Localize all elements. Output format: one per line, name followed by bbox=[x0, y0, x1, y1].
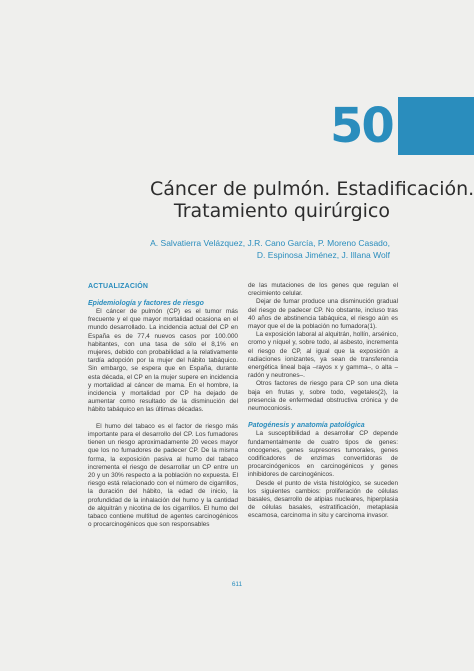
author-line-2: D. Espinosa Jiménez, J. Illana Wolf bbox=[256, 250, 390, 260]
chapter-accent-bar bbox=[398, 97, 474, 155]
page-number: 611 bbox=[231, 581, 243, 588]
paragraph: Otros factores de riesgo para CP son una dieta baja en frutas y, sobre todo, vegetales(2), la presencia de enfermedad obstructiva crónica y de neumoconiosis. bbox=[248, 380, 398, 413]
paragraph: Dejar de fumar produce una disminución gradual del riesgo de padecer CP. No obstante, incluso tras 40 años de abstinencia tabáquica, el riesgo aún es mayor que el de la población no fumadora(1). bbox=[248, 298, 398, 331]
author-line-1: A. Salvatierra Velázquez, J.R. Cano García, P. Moreno Casado, bbox=[150, 238, 390, 248]
chapter-title-line-1: Cáncer de pulmón. Estadificación. bbox=[150, 178, 474, 200]
chapter-number: 50 bbox=[330, 98, 393, 154]
paragraph: El cáncer de pulmón (CP) es el tumor más frecuente y el que mayor mortalidad ocasiona en el mundo desarrollado. La incidencia actual del CP en España es de 77,4 nuevos casos por 100.000 habitantes, con una tasa de sólo el 8,1% en mujeres, debido con probabilidad a la relativamente tardía adopción por la mujer del hábito tabáquico. Sin embargo, se espera que en España, durante esta década, el CP en la mujer supere en incidencia y mortalidad al cáncer de mama. En el hombre, la incidencia y mortalidad por CP ha dejado de aumentar como resultado de la disminución del hábito tabáquico en las últimas décadas. bbox=[88, 308, 238, 414]
paragraph: de las mutaciones de los genes que regulan el crecimiento celular. bbox=[248, 282, 398, 298]
paragraph: La exposición laboral al alquitrán, hollín, arsénico, cromo y níquel y, sobre todo, al asbesto, incrementa el riesgo de CP, al igual que la exposición a radiaciones ionizantes, ya sean de transferencia energética lineal baja –rayos x y gamma–, o alta –radón y neutrones–. bbox=[248, 331, 398, 380]
author-list bbox=[110, 237, 390, 261]
section-heading: ACTUALIZACIÓN bbox=[88, 283, 149, 290]
right-column bbox=[248, 282, 398, 521]
paragraph: Desde el punto de vista histológico, se suceden los siguientes cambios: proliferación de células basales, desarrollo de atipias nucleares, hiperplasia de células basales, estratificación, metaplasia escamosa, carcinoma in situ y carcinoma invasor. bbox=[248, 479, 398, 520]
paragraph: La susceptibilidad a desarrollar CP depende fundamentalmente de cuatro tipos de genes: oncogenes, genes supresores tumorales, genes codificadores de enzimas convertidoras de procarcinógenicos en carcinogénicos y genes inhibidores de carcinogénicos. bbox=[248, 430, 398, 479]
chapter-title bbox=[150, 178, 474, 222]
subsection-heading-pathogenesis: Patogénesis y anatomía patológica bbox=[248, 422, 365, 430]
subsection-heading-epidemiology: Epidemiología y factores de riesgo bbox=[88, 300, 204, 307]
paragraph: El humo del tabaco es el factor de riesgo más importante para el desarrollo del CP. Los fumadores tienen un riesgo aproximadamente 20 veces mayor que los no fumadores de padecer CP. De la misma forma, la exposición pasiva al humo del tabaco incrementa el riesgo de desarrollar un CP entre un 20 y un 30% respecto a la población no expuesta. El riesgo está relacionado con el número de cigarrillos, la duración del hábito, la edad de inicio, la profundidad de la inhalación del humo y la cantidad de alquitrán y nicotina de los cigarrillos. El humo del tabaco contiene multitud de agentes carcinogénicos o procarcinogénicos que son responsables bbox=[88, 422, 238, 529]
left-column bbox=[88, 282, 238, 529]
chapter-title-line-2: Tratamiento quirúrgico bbox=[173, 200, 390, 222]
